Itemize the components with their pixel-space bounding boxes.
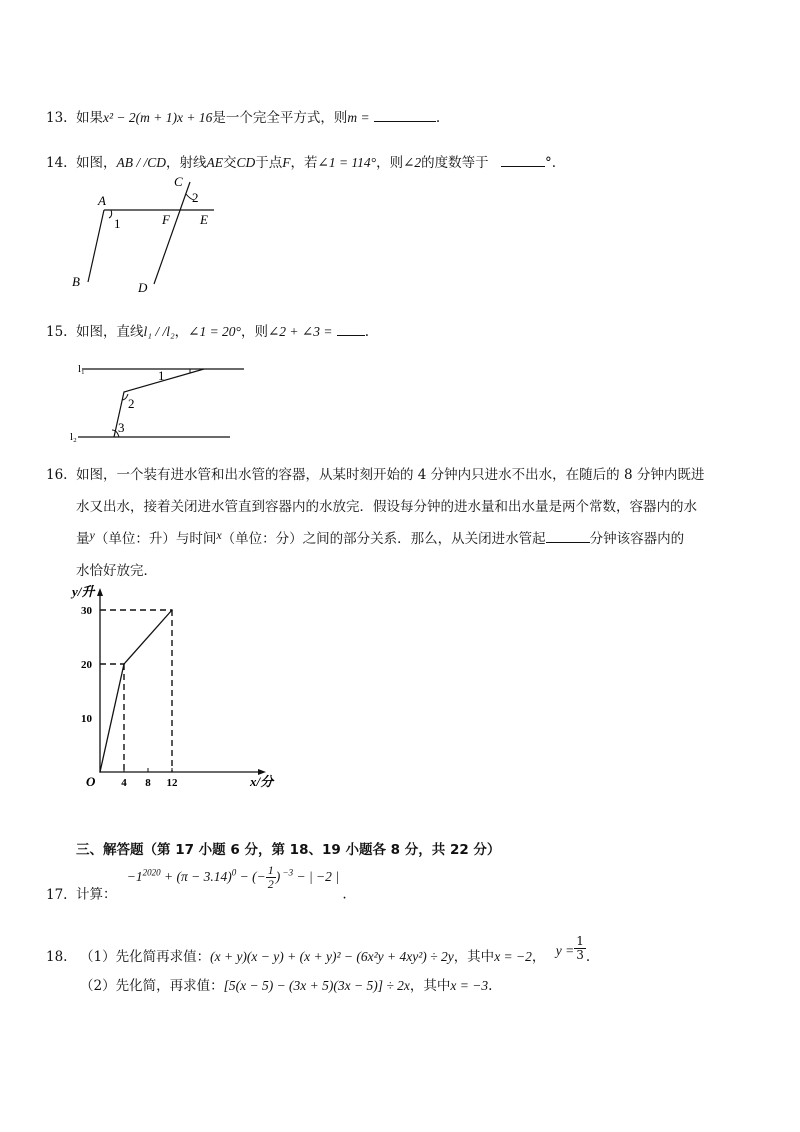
question-13 <box>46 106 440 126</box>
x-tick-label: 8 <box>145 777 151 789</box>
math-expression: ∠1 = 114° <box>317 155 377 170</box>
math-expression: AB / /CD <box>116 155 166 170</box>
y-tick-label: 20 <box>81 659 92 671</box>
question-label: 计算： <box>76 886 117 903</box>
y-axis-label: y/升 <box>72 584 95 599</box>
question-text: 分钟该容器内的 <box>589 531 685 547</box>
data-point <box>123 663 125 665</box>
y-tick-label: 10 <box>81 713 92 725</box>
label-angle-1: 1 <box>158 368 165 383</box>
question-16-line-2: 水又出水，接着关闭进水管直到容器内的水放完．假设每分钟的进水量和出水量是两个常数，容器内的水 <box>76 499 697 515</box>
question-text: 是一个完全平方式，则 <box>212 110 348 126</box>
exponent: −3 <box>280 867 294 878</box>
question-text: 量 <box>76 531 90 547</box>
math-variable: x <box>216 528 222 542</box>
line-ab <box>88 210 104 282</box>
question-text: （单位：升）与时间 <box>94 531 217 547</box>
exponent: 0 <box>231 867 237 878</box>
math-expression: x = −2 <box>494 949 532 964</box>
question-number: 15. <box>46 324 68 340</box>
expr-part: − (− <box>236 868 266 884</box>
question-17 <box>46 864 347 903</box>
question-text: ， <box>531 949 546 965</box>
math-expression: ∠1 = 20° <box>188 324 241 339</box>
label-c: C <box>174 174 183 189</box>
math-variable: y <box>89 528 95 542</box>
question-text: 交 <box>223 155 237 171</box>
label-angle-2: 2 <box>192 190 199 205</box>
fraction-numerator: 1 <box>576 934 584 948</box>
math-expression: x = −3 <box>450 978 489 993</box>
math-variable: y = <box>555 943 575 958</box>
question-suffix: . <box>364 324 370 340</box>
x-tick-label: 12 <box>166 777 178 789</box>
label-l2: l₂ <box>70 431 77 443</box>
data-line <box>100 610 172 772</box>
math-expression: ∠2 + ∠3 = <box>267 324 333 339</box>
question-18-part-2 <box>80 974 492 994</box>
answer-blank <box>337 323 365 336</box>
y-tick-label: 30 <box>81 605 92 617</box>
exponent: 2020 <box>142 867 161 878</box>
expr-part: − | −2 | <box>293 868 339 884</box>
question-suffix: . <box>435 110 441 126</box>
question-text: ，其中 <box>453 949 495 965</box>
fraction-denominator: 3 <box>576 948 584 962</box>
question-text: ， <box>174 324 189 340</box>
section-heading: 三、解答题（第 17 小题 6 分，第 18、19 小题各 8 分，共 22 分） <box>76 842 501 858</box>
answer-blank <box>501 154 545 167</box>
answer-blank <box>546 530 590 543</box>
question-suffix: . <box>488 978 493 994</box>
question-16-line-3 <box>76 527 684 547</box>
question-number: 13. <box>46 110 68 126</box>
math-variable: AE <box>206 155 223 170</box>
q15-parallel-lines-figure <box>68 358 248 446</box>
question-suffix: . <box>585 949 591 965</box>
x-axis-label: x/分 <box>250 774 274 789</box>
question-text: （单位：分）之间的部分关系．那么，从关闭进水管起 <box>221 531 546 547</box>
question-16-line-4: 水恰好放完． <box>76 563 157 579</box>
question-text: ，则 <box>376 155 404 171</box>
question-label: （2）先化简，再求值： <box>80 978 224 994</box>
question-number: 14. <box>46 155 68 171</box>
question-14 <box>46 151 556 171</box>
question-text: 于点 <box>255 155 283 171</box>
math-variable: CD <box>236 155 256 170</box>
question-text: ，若 <box>290 155 318 171</box>
question-label: （1）先化简再求值： <box>80 949 211 965</box>
fraction <box>266 864 276 891</box>
label-angle-2: 2 <box>128 396 135 411</box>
question-text: ，射线 <box>166 155 207 171</box>
x-tick-label: 4 <box>121 777 127 789</box>
question-number: 17. <box>46 886 68 903</box>
question-16 <box>46 463 704 483</box>
label-l1: l₁ <box>78 363 85 375</box>
question-15 <box>46 320 369 340</box>
line-cd <box>154 182 190 284</box>
question-number: 16. <box>46 467 68 483</box>
question-text: 如图， <box>76 155 117 171</box>
fraction-numerator: 1 <box>267 863 274 877</box>
answer-blank <box>374 109 436 122</box>
math-expression: [5(x − 5) − (3x + 5)(3x − 5)] ÷ 2x <box>223 978 410 993</box>
math-expression: x² − 2(m + 1)x + 16 <box>103 110 213 125</box>
fraction <box>574 935 586 962</box>
math-expression: l₁ / /l₂ <box>143 324 175 339</box>
label-d: D <box>138 280 148 295</box>
question-suffix: °. <box>544 155 556 171</box>
question-number: 18. <box>46 949 68 965</box>
label-f: F <box>162 212 170 227</box>
math-expression: ∠2 <box>403 155 422 170</box>
label-e: E <box>200 212 208 227</box>
expr-part: + (π − 3.14) <box>160 868 232 884</box>
question-18-part-1 <box>46 935 590 965</box>
label-angle-3: 3 <box>118 420 125 435</box>
math-variable: F <box>282 155 291 170</box>
fraction-denominator: 2 <box>267 877 274 891</box>
question-text: ，其中 <box>409 978 451 994</box>
question-text: 如果 <box>76 110 103 126</box>
label-b: B <box>72 274 80 289</box>
label-a: A <box>98 193 106 208</box>
math-variable: m = <box>347 110 370 125</box>
angle-1-arc <box>109 210 112 218</box>
expr-part: −1 <box>126 868 143 884</box>
math-expression: (x + y)(x − y) + (x + y)² − (6x²y + 4xy²) ÷ 2y <box>210 949 454 964</box>
expr-part: ) <box>275 868 281 884</box>
q14-parallel-lines-figure <box>64 172 224 296</box>
water-volume-chart <box>60 580 280 790</box>
data-point <box>171 609 173 611</box>
y-axis-arrow <box>97 588 103 596</box>
data-point <box>99 771 101 773</box>
question-suffix: . <box>342 886 347 903</box>
question-text: 的度数等于 <box>421 155 489 171</box>
origin-label: O <box>86 774 96 789</box>
math-expression <box>126 863 343 891</box>
question-line-1: 如图，一个装有进水管和出水管的容器，从某时刻开始的 4 分钟内只进水不出水，在随后的 8 分钟内既进 <box>76 467 705 483</box>
question-text: ，则 <box>240 324 268 340</box>
question-text: 如图，直线 <box>76 324 144 340</box>
label-angle-1: 1 <box>114 216 121 231</box>
